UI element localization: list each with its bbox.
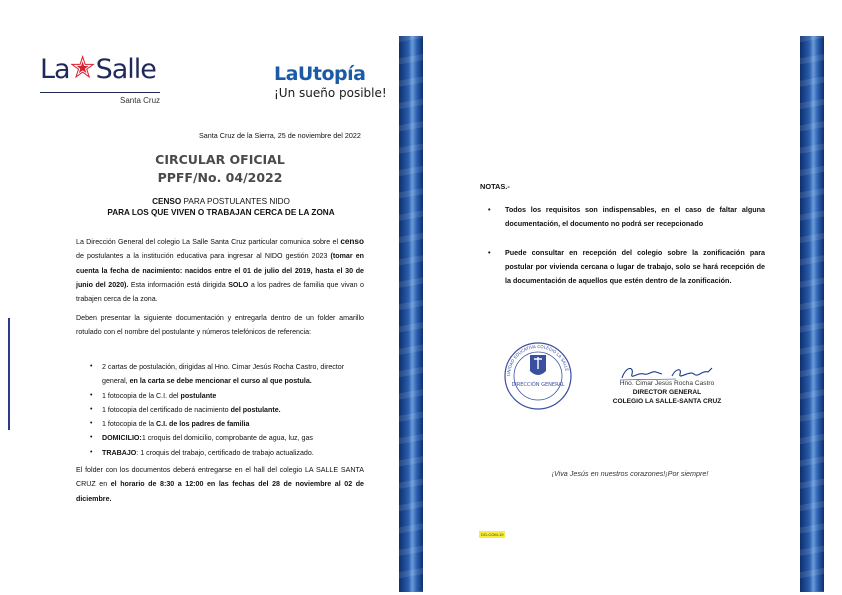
signer-role: DIRECTOR GENERAL <box>632 389 702 396</box>
star-icon: ✭ <box>69 50 96 85</box>
list-item <box>90 417 365 431</box>
censo-rest: PARA POSTULANTES NIDO <box>181 197 290 206</box>
page-band-right <box>800 36 824 592</box>
lasalle-logo-salle: Salle <box>95 54 156 85</box>
list-item <box>90 431 365 445</box>
page-band-left <box>399 36 423 592</box>
list-item <box>90 360 365 389</box>
delivery-paragraph <box>76 463 364 506</box>
document-date: Santa Cruz de la Sierra, 25 de noviembre del 2022 <box>199 131 361 140</box>
list-item <box>90 446 365 460</box>
school-seal-icon <box>498 341 578 411</box>
list-item-bold: DOMICILIO: <box>102 434 142 443</box>
notes-heading: NOTAS.- <box>480 182 510 191</box>
seal-text: DIRECCIÓN GENERAL <box>511 382 565 388</box>
list-item-text: : 1 croquis del trabajo, certificado de trabajo actualizado. <box>136 448 314 457</box>
lasalle-logo <box>40 52 165 110</box>
list-item-bold: C.I. de los padres de familia <box>156 420 250 429</box>
lasalle-logo-sub: Santa Cruz <box>120 96 161 105</box>
censo-subheading: PARA LOS QUE VIVEN O TRABAJAN CERCA DE LA ZONA <box>107 208 335 217</box>
list-item-bold: postulante <box>180 391 217 400</box>
intro-solo: SOLO <box>228 280 249 289</box>
signer-name: Hno. Cimar Jesús Rocha Castro <box>619 380 715 387</box>
notes-list <box>480 203 765 302</box>
margin-rule <box>8 318 10 430</box>
documents-paragraph: Deben presentar la siguiente documentación y entregarla dentro de un folder amarillo rotulado con el nombre del postulante y números telefónicos de referencia: <box>76 314 364 337</box>
delivery-schedule: el horario de 8:30 a 12:00 en las fechas del 28 de noviembre al 02 de diciembre. <box>76 480 364 503</box>
documents-list <box>90 360 365 460</box>
signer-organization: COLEGIO LA SALLE-SANTA CRUZ <box>612 398 722 405</box>
intro-censo: censo <box>340 237 364 246</box>
delivery-text: El folder con los documentos deberá entregarse en el hall del colegio LA SALLE SANTA CRUZ en <box>76 466 364 489</box>
document-code: DG-COM-19 <box>481 532 504 537</box>
intro-text: La Dirección General del colegio La Salle Santa Cruz particular comunica sobre el <box>76 238 341 246</box>
list-item-bold: TRABAJO <box>102 448 137 457</box>
seal-ring-text: UNIDAD EDUCATIVA COLEGIO LA SALLE <box>505 343 570 377</box>
intro-text-4: a los padres de familia que vivan o trabajen cerca de la zona. <box>76 280 364 304</box>
list-item: • Puede consultar en recepción del colegio sobre la zonificación para postular por vivienda cercana o lugar de trabajo, solo se hará recepción de la documentación de aquellos que estén dentro de la zonificación. <box>480 246 765 289</box>
list-item-text: 2 cartas de postulación, dirigidas al Hno. Cimar Jesús Rocha Castro, director general, <box>102 363 345 386</box>
motto: ¡Viva Jesús en nuestros corazones!¡Por siempre! <box>551 469 709 478</box>
list-item <box>90 389 365 403</box>
list-item <box>90 403 365 417</box>
lautopia-logo: LaUtopía <box>274 63 366 85</box>
circular-number: PPFF/No. 04/2022 <box>157 170 283 185</box>
lasalle-logo-la: La <box>40 54 70 85</box>
list-item-bold: del postulante. <box>230 405 281 414</box>
list-item-text: 1 fotocopia de la C.I. del <box>102 391 181 400</box>
list-item-text: 1 fotocopia de la <box>102 420 157 429</box>
logo-rule <box>40 92 160 93</box>
list-item-text: 1 croquis del domicilio, comprobante de agua, luz, gas <box>141 434 313 443</box>
lautopia-slogan: ¡Un sueño posible! <box>274 86 387 100</box>
list-item: • Todos los requisitos son indispensables, en el caso de faltar alguna documentación, el documento no podrá ser recepcionado <box>480 203 765 232</box>
intro-paragraph <box>76 235 364 306</box>
list-item-bold: en la carta se debe mencionar el curso al que postula. <box>129 377 312 386</box>
list-item-text: 1 fotocopia del certificado de nacimiento <box>102 405 231 414</box>
censo-heading <box>76 197 366 206</box>
intro-birthdates: (tomar en cuenta la fecha de nacimiento: nacidos entre el 01 de julio del 2019, hasta el 30 de junio del 2020). <box>76 252 364 289</box>
circular-title: CIRCULAR OFICIAL <box>155 152 285 167</box>
intro-text-3: Esta información está dirigida <box>128 280 229 289</box>
intro-text-2: de postulantes a la institución educativa para ingresar al NIDO gestión 2023 <box>76 252 331 261</box>
censo-word: CENSO <box>152 197 182 206</box>
